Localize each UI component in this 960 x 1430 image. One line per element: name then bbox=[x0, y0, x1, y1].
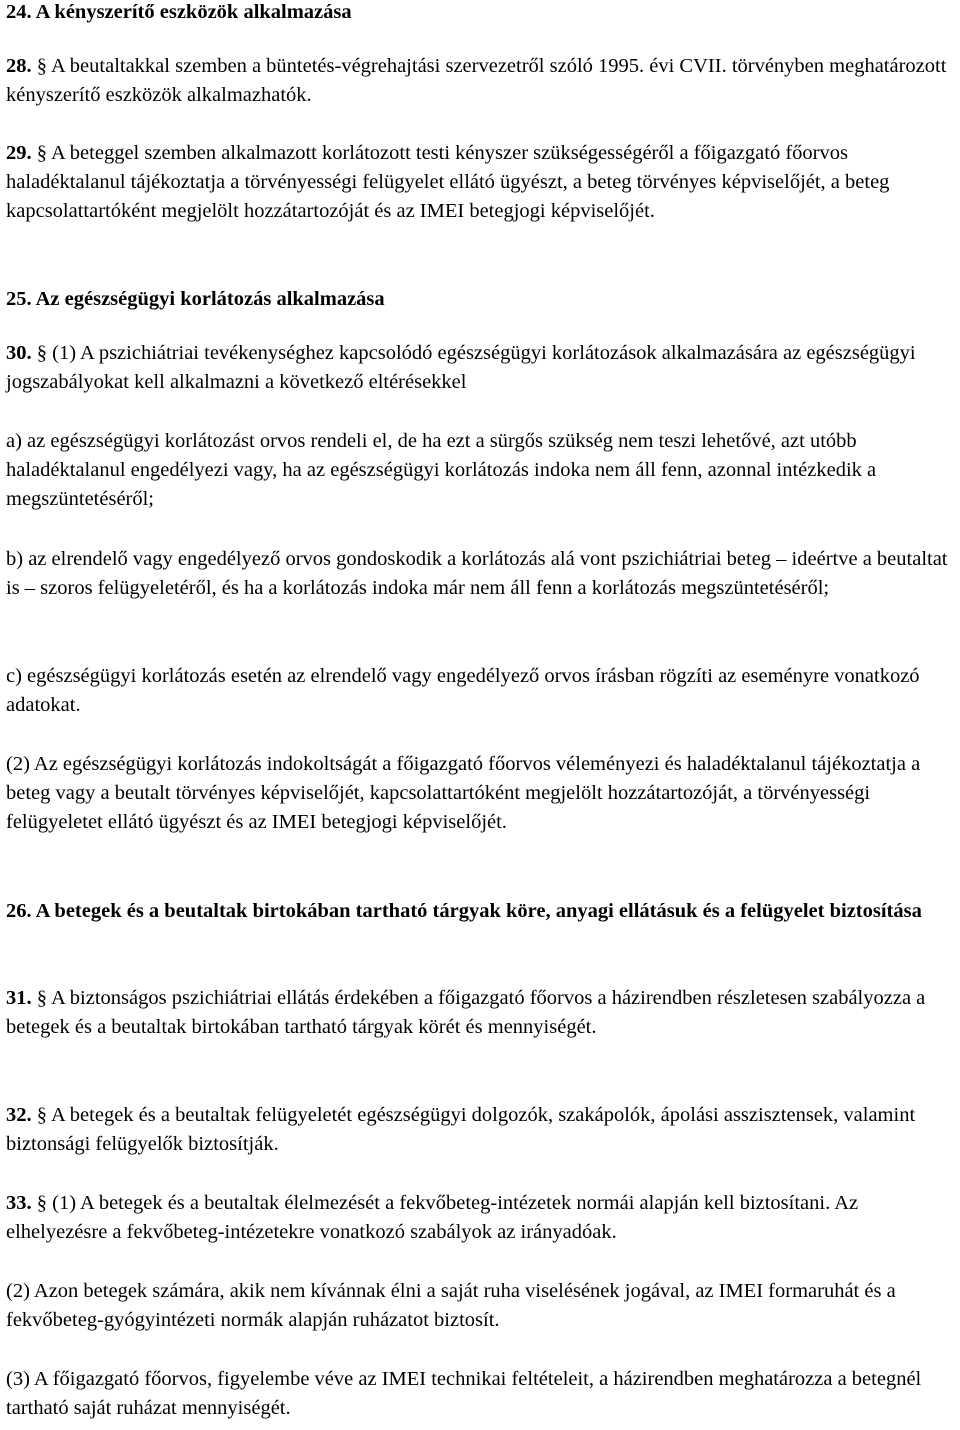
section-number-33: 33. bbox=[6, 1192, 32, 1214]
paragraph-30-b: b) az elrendelő vagy engedélyező orvos gondoskodik a korlátozás alá vont pszichiátriai beteg – ideértve a beutaltat is – szoros felügyeletéről, és ha a korlátozás indoka már nem áll fenn a korlátozás megszüntetéséről; bbox=[6, 548, 948, 599]
section-number-28: 28. bbox=[6, 55, 32, 77]
section-number-30: 30. bbox=[6, 342, 32, 364]
paragraph-29 bbox=[6, 139, 952, 226]
section-number-31: 31. bbox=[6, 987, 32, 1009]
section-number-29: 29. bbox=[6, 142, 32, 164]
section-sign: § bbox=[36, 987, 47, 1009]
section-sign: § bbox=[36, 1192, 47, 1214]
section-sign: § bbox=[36, 1104, 47, 1126]
paragraph-30 bbox=[6, 339, 952, 397]
heading-26: 26. A betegek és a beutaltak birtokában tartható tárgyak köre, anyagi ellátásuk és a felügyelet biztosítása bbox=[6, 900, 922, 922]
section-sign: § bbox=[36, 342, 47, 364]
section-sign: § bbox=[36, 55, 47, 77]
section-number-32: 32. bbox=[6, 1104, 32, 1126]
paragraph-31 bbox=[6, 984, 952, 1042]
paragraph-30-c: c) egészségügyi korlátozás esetén az elrendelő vagy engedélyező orvos írásban rögzíti az eseményre vonatkozó adatokat. bbox=[6, 665, 920, 716]
paragraph-30-2: (2) Az egészségügyi korlátozás indokoltságát a főigazgató főorvos véleményezi és haladéktalanul tájékoztatja a beteg vagy a beutalt törvényes képviselőjét, kapcsolattartóként megjelölt hozzátartozóját, a törvényességi felügyeletet ellátó ügyészt és az IMEI betegjogi képviselőjét. bbox=[6, 753, 921, 833]
section-sign: § bbox=[36, 142, 47, 164]
heading-25: 25. Az egészségügyi korlátozás alkalmazása bbox=[6, 288, 385, 310]
paragraph-31-text: A biztonságos pszichiátriai ellátás érdekében a főigazgató főorvos a házirendben részletesen szabályozza a betegek és a beutaltak birtokában tartható tárgyak körét és mennyiségét. bbox=[6, 987, 926, 1038]
paragraph-32 bbox=[6, 1101, 952, 1159]
paragraph-29-text: A beteggel szemben alkalmazott korlátozott testi kényszer szükségességéről a főigazgató főorvos haladéktalanul tájékoztatja a törvényességi felügyelet ellátó ügyészt, a beteg törvényes képviselőjét, a beteg kapcsolattartóként megjelölt hozzátartozóját és az IMEI betegjogi képviselőjét. bbox=[6, 142, 890, 222]
heading-24: 24. A kényszerítő eszközök alkalmazása bbox=[6, 1, 352, 23]
paragraph-32-text: A betegek és a beutaltak felügyeletét egészségügyi dolgozók, szakápolók, ápolási asszisztensek, valamint biztonsági felügyelők biztosítják. bbox=[6, 1104, 916, 1155]
paragraph-28-text: A beutaltakkal szemben a büntetés-végrehajtási szervezetről szóló 1995. évi CVII. törvényben meghatározott kényszerítő eszközök alkalmazhatók. bbox=[6, 55, 947, 106]
paragraph-33-text: (1) A betegek és a beutaltak élelmezését a fekvőbeteg-intézetek normái alapján kell biztosítani. Az elhelyezésre a fekvőbeteg-intézetekre vonatkozó szabályok az irányadóak. bbox=[6, 1192, 859, 1243]
paragraph-30-text: (1) A pszichiátriai tevékenységhez kapcsolódó egészségügyi korlátozások alkalmazására az egészségügyi jogszabályokat kell alkalmazni a következő eltérésekkel bbox=[6, 342, 916, 393]
paragraph-30-a: a) az egészségügyi korlátozást orvos rendeli el, de ha ezt a sürgős szükség nem teszi lehetővé, azt utóbb haladéktalanul engedélyezi vagy, ha az egészségügyi korlátozás indoka nem áll fenn, azonnal intézkedik a megszüntetéséről; bbox=[6, 430, 877, 510]
paragraph-33-3: (3) A főigazgató főorvos, figyelembe véve az IMEI technikai feltételeit, a házirendben meghatározza a betegnél tartható saját ruházat mennyiségét. bbox=[6, 1368, 922, 1419]
paragraph-33-2: (2) Azon betegek számára, akik nem kívánnak élni a saját ruha viselésének jogával, az IMEI formaruhát és a fekvőbeteg-gyógyintézeti normák alapján ruházatot biztosít. bbox=[6, 1280, 896, 1331]
paragraph-28 bbox=[6, 52, 952, 110]
paragraph-33 bbox=[6, 1189, 952, 1247]
